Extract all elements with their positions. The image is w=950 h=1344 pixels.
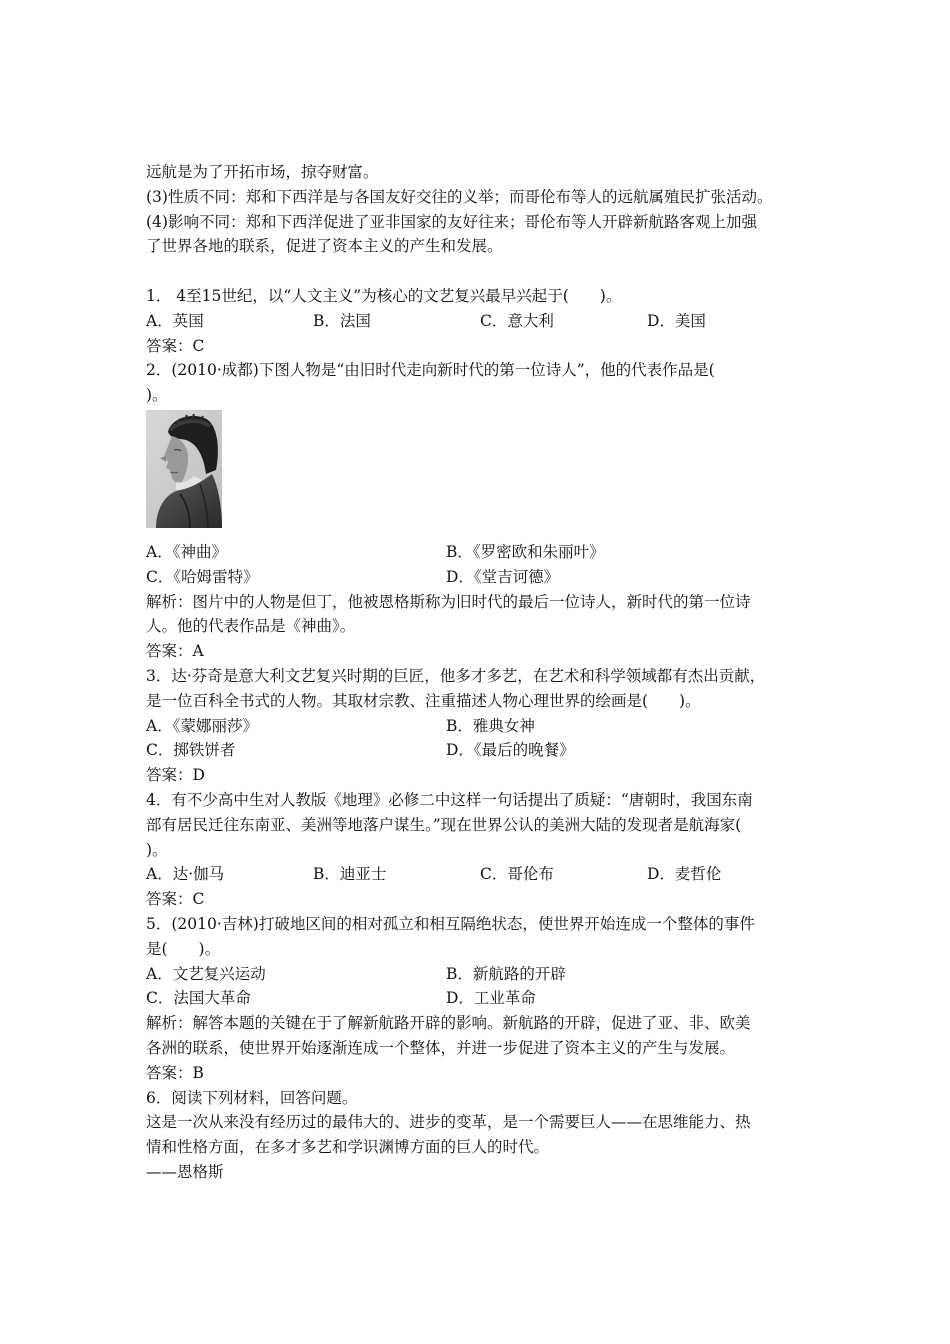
question-5-stem: 5．(2010·吉林)打破地区间的相对孤立和相互隔绝状态，使世界开始连成一个整体的事件 xyxy=(146,914,755,933)
option-a: A．英国 xyxy=(146,311,204,330)
text-line: (3)性质不同：郑和下西洋是与各国友好交往的义举；而哥伦布等人的远航属殖民扩张活动。 xyxy=(146,187,773,206)
question-4-stem-cont: 部有居民迁往东南亚、美洲等地落户谋生。”现在世界公认的美洲大陆的发现者是航海家( xyxy=(146,815,742,834)
question-3-options-row-2 xyxy=(146,738,816,763)
dante-portrait-figure xyxy=(146,408,816,534)
option-d: D．工业革命 xyxy=(446,989,536,1008)
question-5-options-row-2 xyxy=(146,986,816,1011)
question-5-answer: 答案：B xyxy=(146,1063,204,1082)
question-2-analysis: 解析：图片中的人物是但丁，他被恩格斯称为旧时代的最后一位诗人，新时代的第一位诗 xyxy=(146,592,751,611)
option-a: A．《蒙娜丽莎》 xyxy=(146,716,258,735)
option-c: C．《哈姆雷特》 xyxy=(146,567,259,586)
question-3-answer: 答案：D xyxy=(146,766,205,785)
question-4-options xyxy=(146,862,816,887)
option-d: D．美国 xyxy=(647,311,706,330)
question-2-stem: 2．(2010·成都)下图人物是“由旧时代走向新时代的第一位诗人”，他的代表作品是( xyxy=(146,361,715,380)
question-6-source: ——恩格斯 xyxy=(146,1162,224,1181)
question-2-stem-cont: )。 xyxy=(146,386,168,405)
question-1-answer: 答案：C xyxy=(146,336,205,355)
question-1-stem: 1． 4至15世纪，以“人文主义”为核心的文艺复兴最早兴起于( )。 xyxy=(146,286,622,305)
question-3-stem: 3．达·芬奇是意大利文艺复兴时期的巨匠，他多才多艺，在艺术和科学领域都有杰出贡献， xyxy=(146,666,766,685)
option-d: D．《堂吉诃德》 xyxy=(446,567,560,586)
question-3-options-row-1 xyxy=(146,714,816,739)
option-b: B．雅典女神 xyxy=(446,716,535,735)
option-c: C．法国大革命 xyxy=(146,989,251,1008)
option-c: C．意大利 xyxy=(480,311,554,330)
question-5-analysis-cont: 各洲的联系，使世界开始逐渐连成一个整体，并进一步促进了资本主义的产生与发展。 xyxy=(146,1038,736,1057)
question-5-options-row-1 xyxy=(146,962,816,987)
document-page xyxy=(146,160,816,1185)
option-a: A．文艺复兴运动 xyxy=(146,964,266,983)
question-1-options xyxy=(146,309,816,334)
option-b: B．《罗密欧和朱丽叶》 xyxy=(446,542,605,561)
option-a: A．《神曲》 xyxy=(146,542,227,561)
question-6-stem: 6．阅读下列材料，回答问题。 xyxy=(146,1088,358,1107)
question-3-stem-cont: 是一位百科全书式的人物。其取材宗教、注重描述人物心理世界的绘画是( )。 xyxy=(146,691,701,710)
option-c: C．掷铁饼者 xyxy=(146,741,236,760)
text-line: 了世界各地的联系，促进了资本主义的产生和发展。 xyxy=(146,237,503,256)
question-6-material: 这是一次从来没有经历过的最伟大的、进步的变革，是一个需要巨人——在思维能力、热 xyxy=(146,1113,751,1132)
question-4-answer: 答案：C xyxy=(146,890,205,909)
question-2-options-row-1 xyxy=(146,540,816,565)
dante-portrait-image xyxy=(146,410,222,528)
option-d: D．麦哲伦 xyxy=(647,865,722,884)
question-5-analysis: 解析：解答本题的关键在于了解新航路开辟的影响。新航路的开辟，促进了亚、非、欧美 xyxy=(146,1014,751,1033)
text-line: 远航是为了开拓市场，掠夺财富。 xyxy=(146,163,379,181)
question-4-stem: 4．有不少高中生对人教版《地理》必修二中这样一句话提出了质疑：“唐朝时，我国东南 xyxy=(146,790,753,809)
option-b: B．法国 xyxy=(313,311,371,330)
question-2-options-row-2 xyxy=(146,565,816,590)
option-b: B．新航路的开辟 xyxy=(446,964,566,983)
question-6-material-cont: 情和性格方面，在多才多艺和学识渊博方面的巨人的时代。 xyxy=(146,1138,550,1157)
question-5-stem-cont: 是( )。 xyxy=(146,939,221,958)
option-d: D．《最后的晚餐》 xyxy=(446,741,575,760)
question-2-answer: 答案：A xyxy=(146,642,204,661)
question-4-stem-end: )。 xyxy=(146,840,168,859)
blank-line xyxy=(146,259,816,284)
option-c: C．哥伦布 xyxy=(480,865,554,884)
option-b: B．迪亚士 xyxy=(313,865,387,884)
question-2-analysis-cont: 人。他的代表作品是《神曲》。 xyxy=(146,617,356,636)
text-line: (4)影响不同：郑和下西洋促进了亚非国家的友好往来；哥伦布等人开辟新航路客观上加强 xyxy=(146,212,757,231)
option-a: A．达·伽马 xyxy=(146,865,225,884)
